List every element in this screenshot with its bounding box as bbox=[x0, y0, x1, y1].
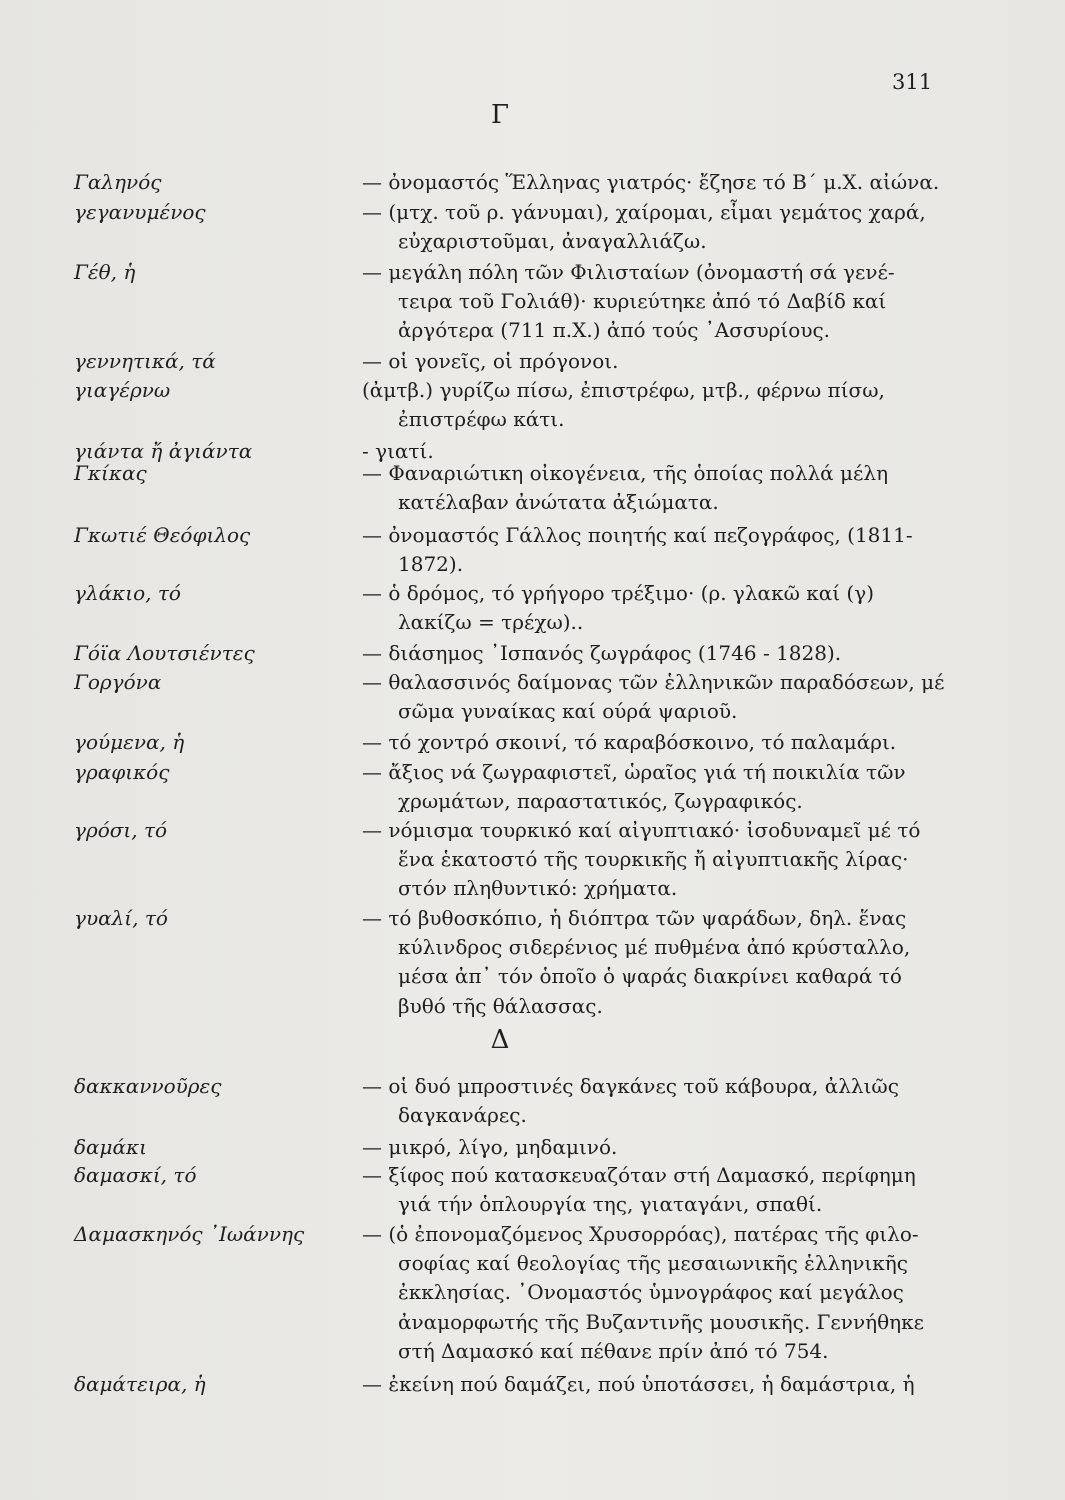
section-letter: Δ bbox=[490, 1025, 510, 1055]
definition-line: — ἐκείνη πού δαμάζει, πού ὑποτάσσει, ἡ δαμάστρια, ἡ bbox=[362, 1372, 915, 1396]
definition-line: γιά τήν ὁπλουργία της, γιαταγάνι, σπαθί. bbox=[398, 1192, 823, 1217]
definition-line: — Φαναριώτικη οἰκογένεια, τῆς ὁποίας πολλά μέλη bbox=[362, 461, 889, 485]
entry-term-text: Δαμασκηνός ᾿Ιωάννης bbox=[74, 1222, 305, 1246]
entry-definition bbox=[362, 168, 940, 197]
definition-line: σοφίας καί θεολογίας τῆς μεσαιωνικῆς ἑλληνικῆς bbox=[398, 1251, 908, 1276]
entry-term bbox=[74, 198, 344, 227]
entry-term bbox=[74, 639, 344, 668]
entry-definition bbox=[362, 758, 932, 816]
definition-line: τειρα τοῦ Γολιάθ)· κυριεύτηκε ἀπό τό Δαβίδ καί bbox=[398, 289, 887, 314]
entry-term bbox=[74, 1220, 344, 1249]
entry-term-text: γρόσι, τό bbox=[74, 818, 168, 842]
definition-line: βυθό τῆς θάλασσας. bbox=[398, 993, 603, 1018]
definition-line: κύλινδρος σιδερένιος μέ πυθμένα ἀπό κρύσταλλο, bbox=[398, 935, 911, 960]
entry-definition bbox=[362, 347, 932, 376]
entry-term-text: δαμάτειρα, ἡ bbox=[74, 1372, 206, 1396]
definition-line: — διάσημος ᾿Ισπανός ζωγράφος (1746 - 1828). bbox=[362, 641, 842, 665]
definition-line: ἐπιστρέφω κάτι. bbox=[398, 407, 565, 432]
definition-line: ἀναμορφωτής τῆς Βυζαντινῆς μουσικῆς. Γεννήθηκε bbox=[398, 1309, 924, 1334]
entry-definition bbox=[362, 376, 932, 434]
definition-line: — θαλασσινός δαίμονας τῶν ἑλληνικῶν παραδόσεων, μέ bbox=[362, 670, 945, 694]
definition-line: — μικρό, λίγο, μηδαμινό. bbox=[362, 1135, 618, 1159]
entry-term-text: δαμάκι bbox=[74, 1135, 148, 1159]
entry-definition bbox=[362, 668, 945, 726]
entry-definition bbox=[362, 459, 932, 517]
definition-line: - γιατί. bbox=[362, 439, 434, 463]
entry-definition bbox=[362, 904, 932, 1021]
entry-term-text: Γόϊα Λουτσιέντες bbox=[74, 641, 255, 665]
definition-line: χρωμάτων, παραστατικός, ζωγραφικός. bbox=[398, 789, 803, 814]
entry-term bbox=[74, 728, 344, 757]
entry-term-text: γούμενα, ἡ bbox=[74, 730, 185, 754]
entry-term-text: Γκίκας bbox=[74, 461, 147, 485]
definition-line: — τό χοντρό σκοινί, τό καραβόσκοινο, τό παλαμάρι. bbox=[362, 730, 897, 754]
entry-definition bbox=[362, 639, 932, 668]
entry-term-text: δαμασκί, τό bbox=[74, 1163, 197, 1187]
entry-term bbox=[74, 1072, 344, 1101]
definition-line: μέσα ἀπ᾿ τόν ὁποῖο ὁ ψαράς διακρίνει καθαρά τό bbox=[398, 964, 902, 989]
page-number: 311 bbox=[892, 70, 933, 94]
entry-definition bbox=[362, 1220, 932, 1366]
definition-line: (ἀμτβ.) γυρίζω πίσω, ἐπιστρέφω, μτβ., φέρνω πίσω, bbox=[362, 378, 885, 402]
definition-line: — τό βυθοσκόπιο, ἡ διόπτρα τῶν ψαράδων, δηλ. ἕνας bbox=[362, 906, 907, 930]
section-letter: Γ bbox=[490, 100, 510, 130]
definition-line: — (μτχ. τοῦ ρ. γάνυμαι), χαίρομαι, εἶμαι γεμάτος χαρά, bbox=[362, 200, 926, 224]
entry-term bbox=[74, 258, 344, 287]
definition-line: στόν πληθυντικό: χρήματα. bbox=[398, 876, 678, 901]
definition-line: δαγκανάρες. bbox=[398, 1103, 527, 1128]
entry-term-text: δακκαννοῦρες bbox=[74, 1074, 222, 1098]
definition-line: ἐκκλησίας. ᾿Ονομαστός ὑμνογράφος καί μεγάλος bbox=[398, 1280, 904, 1305]
definition-line: — οἱ δυό μπροστινές δαγκάνες τοῦ κάβουρα, ἀλλιῶς bbox=[362, 1074, 899, 1098]
entry-definition bbox=[362, 816, 932, 904]
entry-term-text: Γκωτιέ Θεόφιλος bbox=[74, 523, 251, 547]
entry-term-text: Γέθ, ἡ bbox=[74, 260, 136, 284]
entry-term bbox=[74, 579, 344, 608]
entry-term bbox=[74, 1370, 344, 1399]
entry-term-text: γεγανυμένος bbox=[74, 200, 206, 224]
entry-term-text: γραφικός bbox=[74, 760, 170, 784]
definition-line: — οἱ γονεῖς, οἱ πρόγονοι. bbox=[362, 349, 619, 373]
entry-term bbox=[74, 758, 344, 787]
definition-line: — μεγάλη πόλη τῶν Φιλισταίων (ὀνομαστή σά γενέ- bbox=[362, 260, 895, 284]
definition-line: κατέλαβαν ἀνώτατα ἀξιώματα. bbox=[398, 490, 719, 515]
definition-line: — ξίφος πού κατασκευαζόταν στή Δαμασκό, περίφημη bbox=[362, 1163, 916, 1187]
definition-line: στή Δαμασκό καί πέθανε πρίν ἀπό τό 754. bbox=[398, 1338, 829, 1363]
entry-term-text: γιαγέρνω bbox=[74, 378, 171, 402]
entry-term bbox=[74, 1133, 344, 1162]
entry-definition bbox=[362, 521, 932, 579]
entry-term-text: Γοργόνα bbox=[74, 670, 162, 694]
entry-definition bbox=[362, 1072, 932, 1130]
entry-definition bbox=[362, 728, 932, 757]
entry-definition bbox=[362, 1133, 932, 1162]
definition-line: λακίζω = τρέχω).. bbox=[398, 610, 584, 635]
entry-term bbox=[74, 521, 344, 550]
definition-line: ἕνα ἑκατοστό τῆς τουρκικῆς ἤ αἰγυπτιακῆς λίρας· bbox=[398, 847, 909, 872]
entry-term-text: γυαλί, τό bbox=[74, 906, 168, 930]
definition-line: εὐχαριστοῦμαι, ἀναγαλλιάζω. bbox=[398, 229, 707, 254]
entry-term bbox=[74, 904, 344, 933]
entry-term bbox=[74, 376, 344, 405]
entry-term bbox=[74, 459, 344, 488]
entry-definition bbox=[362, 258, 932, 346]
entry-term bbox=[74, 816, 344, 845]
definition-line: — (ὁ ἐπονομαζόμενος Χρυσορρόας), πατέρας τῆς φιλο- bbox=[362, 1222, 919, 1246]
definition-line: — ὁ δρόμος, τό γρήγορο τρέξιμο· (ρ. γλακῶ καί (γ) bbox=[362, 581, 874, 605]
entry-definition bbox=[362, 579, 932, 637]
entry-term bbox=[74, 168, 344, 197]
definition-line: 1872). bbox=[398, 552, 464, 577]
entry-term bbox=[74, 1161, 344, 1190]
entry-definition bbox=[362, 198, 932, 256]
definition-line: — ὀνομαστός Ἕλληνας γιατρός· ἔζησε τό Β΄ μ.Χ. αἰώνα. bbox=[362, 170, 940, 194]
entry-term bbox=[74, 668, 344, 697]
definition-line: — ὀνομαστός Γάλλος ποιητής καί πεζογράφος, (1811- bbox=[362, 523, 913, 547]
entry-term bbox=[74, 347, 344, 376]
definition-line: — ἄξιος νά ζωγραφιστεῖ, ὡραῖος γιά τή ποικιλία τῶν bbox=[362, 760, 906, 784]
entry-term-text: Γαληνός bbox=[74, 170, 162, 194]
entry-term-text: γλάκιο, τό bbox=[74, 581, 181, 605]
entry-definition bbox=[362, 1370, 932, 1399]
definition-line: σῶμα γυναίκας καί ούρά ψαριοῦ. bbox=[398, 699, 738, 724]
entry-term-text: γεννητικά, τά bbox=[74, 349, 216, 373]
definition-line: ἀργότερα (711 π.Χ.) ἀπό τούς ᾿Ασσυρίους. bbox=[398, 318, 831, 343]
definition-line: — νόμισμα τουρκικό καί αἰγυπτιακό· ἰσοδυναμεῖ μέ τό bbox=[362, 818, 921, 842]
entry-term-text: γιάντα ἤ ἀγιάντα bbox=[74, 439, 253, 463]
entry-definition bbox=[362, 1161, 932, 1219]
